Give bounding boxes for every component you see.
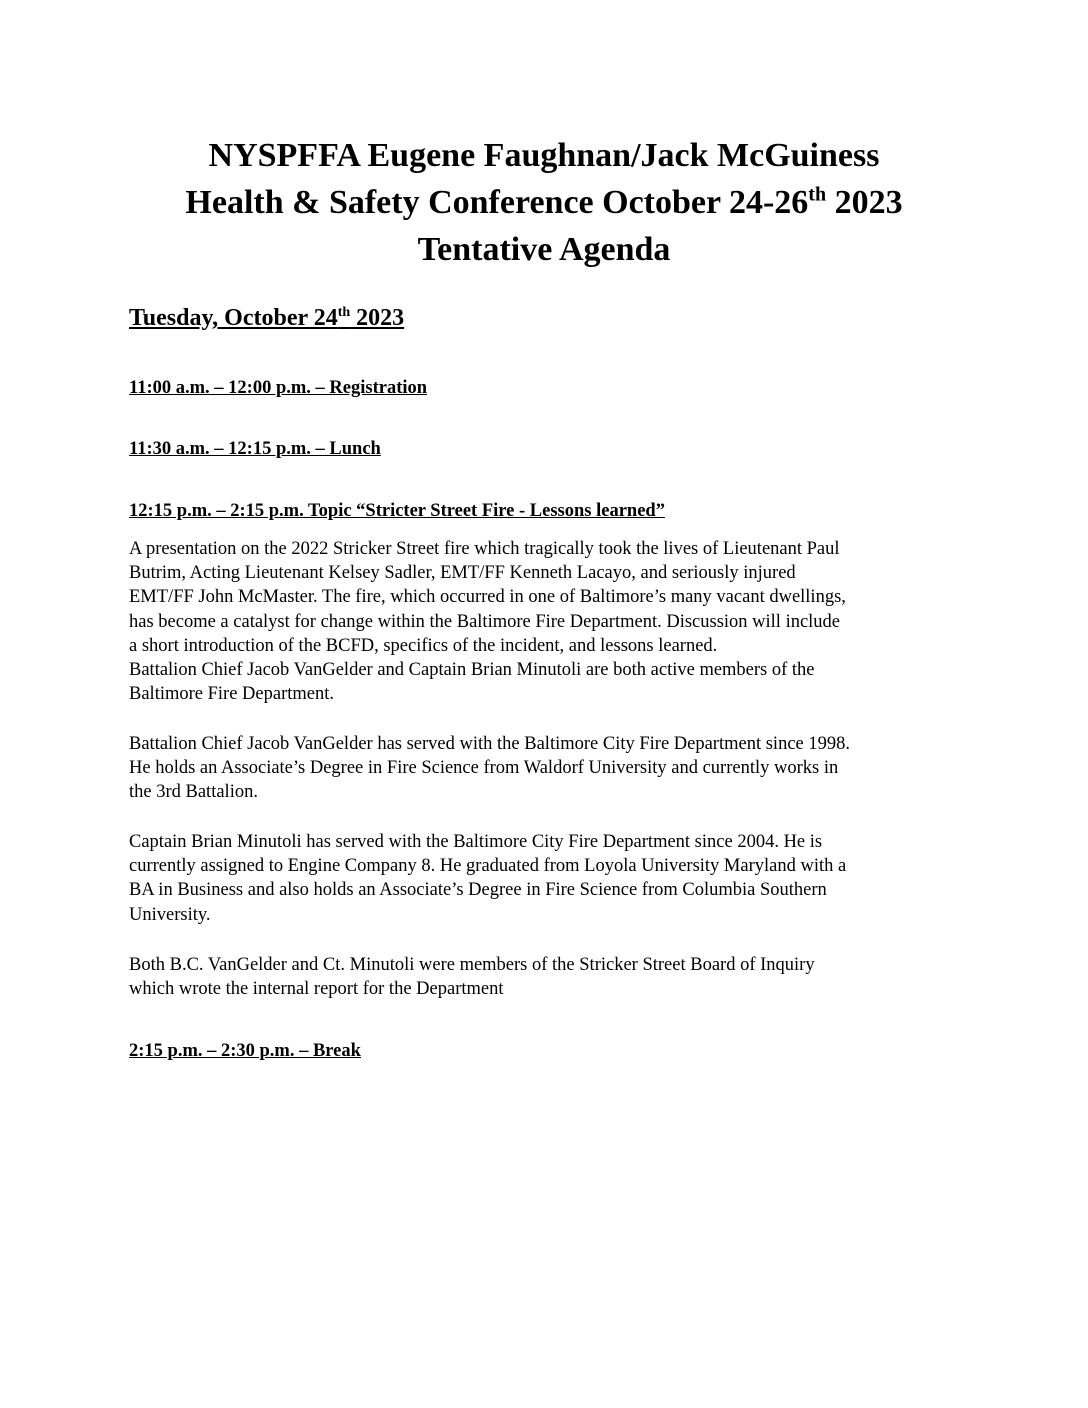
agenda-item-break: 2:15 p.m. – 2:30 p.m. – Break — [129, 1041, 361, 1061]
board-of-inquiry-paragraph — [129, 953, 979, 1001]
day-heading-main: Tuesday, October 24 — [129, 305, 338, 331]
title-line-3: Tentative Agenda — [417, 231, 671, 268]
paragraph-line: BA in Business and also holds an Associate’s Degree in Fire Science from Columbia Southern — [129, 880, 827, 901]
topic-description-paragraph — [129, 537, 979, 706]
agenda-item-lunch: 11:30 a.m. – 12:15 p.m. – Lunch — [129, 439, 381, 459]
paragraph-line: He holds an Associate’s Degree in Fire Science from Waldorf University and currently works in — [129, 758, 839, 779]
vangelder-bio-paragraph — [129, 732, 979, 805]
paragraph-line: EMT/FF John McMaster. The fire, which occurred in one of Baltimore’s many vacant dwellings, — [129, 587, 846, 608]
paragraph-line: currently assigned to Engine Company 8. He graduated from Loyola University Maryland with a — [129, 856, 847, 877]
paragraph-line: Baltimore Fire Department. — [129, 684, 334, 705]
title-line-2-main: Health & Safety Conference October 24-26 — [185, 184, 809, 221]
paragraph-line: A presentation on the 2022 Stricker Street fire which tragically took the lives of Lieutenant Paul — [129, 539, 840, 559]
paragraph-line: Battalion Chief Jacob VanGelder and Captain Brian Minutoli are both active members of the — [129, 660, 815, 681]
title-line-2 — [0, 179, 1088, 226]
paragraph-line: which wrote the internal report for the Department — [129, 979, 504, 1000]
paragraph-line: University. — [129, 904, 211, 925]
paragraph-line: Both B.C. VanGelder and Ct. Minutoli were members of the Stricker Street Board of Inquiry — [129, 955, 815, 975]
agenda-item-registration: 11:00 a.m. – 12:00 p.m. – Registration — [129, 378, 428, 398]
day-heading-end: 2023 — [350, 305, 405, 331]
day-heading — [129, 302, 404, 334]
agenda-item-topic: 12:15 p.m. – 2:15 p.m. Topic “Stricter Street Fire - Lessons learned” — [129, 501, 665, 521]
paragraph-line: a short introduction of the BCFD, specifics of the incident, and lessons learned. — [129, 635, 718, 656]
paragraph-line: Butrim, Acting Lieutenant Kelsey Sadler, EMT/FF Kenneth Lacayo, and seriously injured — [129, 563, 796, 584]
title-line-1: NYSPFFA Eugene Faughnan/Jack McGuiness — [208, 137, 880, 174]
document-title — [0, 132, 1088, 273]
minutoli-bio-paragraph — [129, 830, 979, 927]
paragraph-line: Captain Brian Minutoli has served with the Baltimore City Fire Department since 2004. He is — [129, 832, 823, 852]
title-line-2-superscript: th — [808, 183, 827, 206]
paragraph-line: the 3rd Battalion. — [129, 782, 258, 803]
day-heading-superscript: th — [337, 305, 351, 320]
paragraph-line: Battalion Chief Jacob VanGelder has served with the Baltimore City Fire Department since 1998. — [129, 734, 850, 754]
title-line-2-end: 2023 — [826, 184, 903, 221]
paragraph-line: has become a catalyst for change within the Baltimore Fire Department. Discussion will include — [129, 611, 841, 632]
